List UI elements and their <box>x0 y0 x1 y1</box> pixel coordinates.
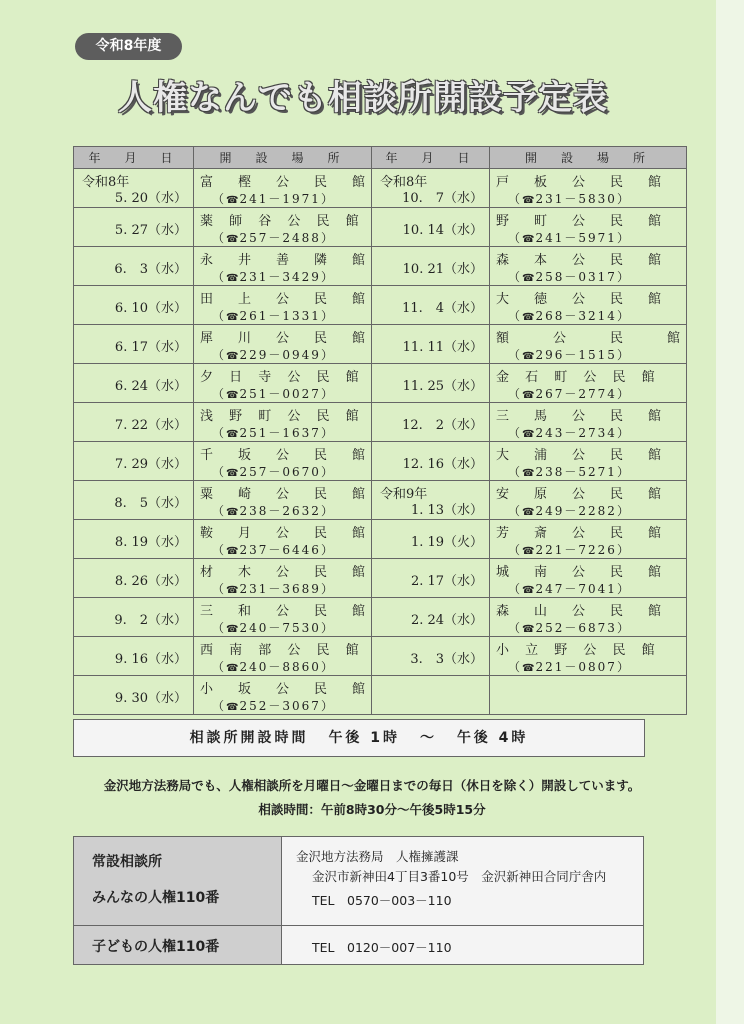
venue-cell <box>194 637 372 676</box>
schedule-row <box>74 598 687 637</box>
venue-cell <box>490 286 687 325</box>
phone-icon: ☎ <box>522 429 535 440</box>
schedule-row <box>74 403 687 442</box>
venue-phone: （☎252－6873） <box>508 621 631 635</box>
venue-cell <box>194 364 372 403</box>
venue-phone: （☎240－7530） <box>212 621 335 635</box>
venue-name: 夕 日 寺 公 民 館 <box>200 370 365 385</box>
date-cell <box>372 481 490 520</box>
phone-icon: ☎ <box>226 312 239 323</box>
venue-cell <box>490 169 687 208</box>
venue-header: 開 設 場 所 <box>194 147 372 169</box>
phone-number: 296－1515 <box>535 348 617 362</box>
phone-number: 240－7530 <box>239 621 321 635</box>
phone-number: 221－7226 <box>535 543 617 557</box>
phone-number: 258－0317 <box>535 270 617 284</box>
venue-cell <box>490 247 687 286</box>
date-cell <box>74 208 194 247</box>
phone-icon: ☎ <box>226 390 239 401</box>
schedule-row <box>74 208 687 247</box>
phone-number: 257－0670 <box>239 465 321 479</box>
venue-name: 金 石 町 公 民 館 <box>496 370 661 385</box>
date-text: 8. 26（水） <box>114 574 187 589</box>
venue-name: 小 立 野 公 民 館 <box>496 643 661 658</box>
venue-name: 田 上 公 民 館 <box>200 292 372 307</box>
phone-number: 231－5830 <box>535 192 617 206</box>
phone-number: 238－2632 <box>239 504 321 518</box>
date-cell <box>74 286 194 325</box>
venue-phone: （☎251－1637） <box>212 426 335 440</box>
date-cell <box>74 637 194 676</box>
venue-phone: （☎267－2774） <box>508 387 631 401</box>
venue-cell <box>490 559 687 598</box>
era-label: 令和9年 <box>380 487 428 502</box>
phone-number: 249－2282 <box>535 504 617 518</box>
venue-name: 森 山 公 民 館 <box>496 604 668 619</box>
date-text: 1. 13（水） <box>410 503 484 518</box>
phone-icon: ☎ <box>226 507 239 518</box>
venue-name: 安 原 公 民 館 <box>496 487 668 502</box>
schedule-row <box>74 325 687 364</box>
venue-phone: （☎296－1515） <box>508 348 631 362</box>
date-cell <box>372 169 490 208</box>
venue-name: 粟 崎 公 民 館 <box>200 487 372 502</box>
venue-name: 森 本 公 民 館 <box>496 253 668 268</box>
date-text: 2. 17（水） <box>410 574 484 589</box>
date-text: 6. 24（水） <box>114 379 187 394</box>
schedule-row <box>74 169 687 208</box>
date-text: 3. 3（水） <box>410 652 484 667</box>
venue-header: 開 設 場 所 <box>490 147 687 169</box>
office-address: 金沢市新神田4丁目3番10号 金沢新神田合同庁舎内 <box>312 869 607 884</box>
venue-phone: （☎238－2632） <box>212 504 335 518</box>
date-text: 7. 29（水） <box>114 457 187 472</box>
schedule-row <box>74 442 687 481</box>
phone-icon: ☎ <box>522 624 535 635</box>
venue-cell <box>194 481 372 520</box>
venue-phone: （☎258－0317） <box>508 270 631 284</box>
hours-separator: ～ <box>419 730 437 746</box>
venue-phone: （☎241－5971） <box>508 231 631 245</box>
venue-phone: （☎247－7041） <box>508 582 631 596</box>
bureau-hours: 相談時間：午前8時30分～午後5時15分 <box>258 802 486 817</box>
phone-number: 252－6873 <box>535 621 617 635</box>
phone-number: 268－3214 <box>535 309 617 323</box>
phone-number: 229－0949 <box>239 348 321 362</box>
venue-cell <box>194 247 372 286</box>
date-text: 1. 19（火） <box>410 535 484 550</box>
date-text: 10. 14（水） <box>402 223 484 238</box>
phone-icon: ☎ <box>522 507 535 518</box>
schedule-row <box>74 286 687 325</box>
venue-phone: （☎241－1971） <box>212 192 335 206</box>
venue-name: 大 浦 公 民 館 <box>496 448 668 463</box>
phone-icon: ☎ <box>522 273 535 284</box>
venue-cell <box>490 403 687 442</box>
schedule-row <box>74 520 687 559</box>
venue-name: 野 町 公 民 館 <box>496 214 668 229</box>
venue-name: 薬 師 谷 公 民 館 <box>200 214 365 229</box>
phone-icon: ☎ <box>522 351 535 362</box>
phone-icon: ☎ <box>522 312 535 323</box>
date-text: 5. 20（水） <box>114 191 187 206</box>
phone-icon: ☎ <box>226 351 239 362</box>
phone-number: 238－5271 <box>535 465 617 479</box>
venue-name: 三 和 公 民 館 <box>200 604 372 619</box>
venue-phone: （☎261－1331） <box>212 309 335 323</box>
venue-cell <box>194 559 372 598</box>
venue-name: 千 坂 公 民 館 <box>200 448 372 463</box>
date-cell <box>372 325 490 364</box>
venue-cell <box>490 325 687 364</box>
date-cell <box>74 520 194 559</box>
date-cell <box>372 403 490 442</box>
venue-phone: （☎243－2734） <box>508 426 631 440</box>
venue-phone: （☎231－5830） <box>508 192 631 206</box>
permanent-info-cell <box>282 837 644 926</box>
venue-phone: （☎238－5271） <box>508 465 631 479</box>
phone-icon: ☎ <box>522 585 535 596</box>
date-cell <box>74 169 194 208</box>
venue-phone: （☎249－2282） <box>508 504 631 518</box>
phone-icon: ☎ <box>226 663 239 674</box>
phone-number: 231－3429 <box>239 270 321 284</box>
venue-name: 戸 板 公 民 館 <box>496 175 668 190</box>
date-text: 11. 4（水） <box>402 301 484 316</box>
phone-number: 241－5971 <box>535 231 617 245</box>
phone-icon: ☎ <box>226 468 239 479</box>
phone-number: 231－3689 <box>239 582 321 596</box>
phone-icon: ☎ <box>522 390 535 401</box>
permanent-office-label: 常設相談所 <box>92 854 162 870</box>
phone-number: 261－1331 <box>239 309 321 323</box>
date-text: 7. 22（水） <box>114 418 187 433</box>
date-cell <box>372 637 490 676</box>
era-label: 令和8年 <box>82 175 130 190</box>
venue-name: 浅 野 町 公 民 館 <box>200 409 365 424</box>
children-hotline-phone: TEL 0120－007－110 <box>312 940 452 955</box>
venue-phone: （☎237－6446） <box>212 543 335 557</box>
phone-icon: ☎ <box>226 195 239 206</box>
venue-name: 犀 川 公 民 館 <box>200 331 372 346</box>
venue-cell <box>490 598 687 637</box>
bureau-notice: 金沢地方法務局でも、人権相談所を月曜日～金曜日までの毎日（休日を除く）開設しています。 <box>103 778 641 793</box>
phone-number: 241－1971 <box>239 192 321 206</box>
schedule-header-row <box>74 147 687 169</box>
children-label-cell <box>74 926 282 965</box>
date-text: 11. 25（水） <box>402 379 484 394</box>
venue-phone: （☎221－0807） <box>508 660 631 674</box>
venue-cell <box>194 208 372 247</box>
phone-icon: ☎ <box>226 546 239 557</box>
date-text: 8. 19（水） <box>114 535 187 550</box>
hours-box <box>73 719 645 757</box>
phone-number: 247－7041 <box>535 582 617 596</box>
phone-icon: ☎ <box>226 624 239 635</box>
date-cell <box>372 364 490 403</box>
phone-number: 252－3067 <box>239 699 321 713</box>
date-cell <box>74 403 194 442</box>
phone-number: 251－1637 <box>239 426 321 440</box>
phone-icon: ☎ <box>226 702 239 713</box>
schedule-row <box>74 247 687 286</box>
phone-number: 257－2488 <box>239 231 321 245</box>
venue-phone: （☎252－3067） <box>212 699 335 713</box>
everyone-hotline-phone: TEL 0570－003－110 <box>312 893 452 908</box>
phone-number: 237－6446 <box>239 543 321 557</box>
date-cell <box>74 442 194 481</box>
date-text: 12. 2（水） <box>402 418 484 433</box>
venue-name: 永 井 善 隣 館 <box>200 253 372 268</box>
phone-number: 243－2734 <box>535 426 617 440</box>
phone-number: 251－0027 <box>239 387 321 401</box>
venue-cell <box>490 637 687 676</box>
venue-name: 大 徳 公 民 館 <box>496 292 668 307</box>
date-text: 9. 16（水） <box>114 652 187 667</box>
phone-icon: ☎ <box>226 234 239 245</box>
phone-icon: ☎ <box>522 234 535 245</box>
venue-phone: （☎221－7226） <box>508 543 631 557</box>
date-cell <box>372 286 490 325</box>
era-label: 令和8年 <box>380 175 428 190</box>
hours-end: 午後 4時 <box>456 730 529 746</box>
venue-phone: （☎257－0670） <box>212 465 335 479</box>
date-cell <box>74 481 194 520</box>
schedule-table <box>73 146 687 715</box>
date-text: 2. 24（水） <box>410 613 484 628</box>
date-cell <box>74 364 194 403</box>
date-cell <box>74 247 194 286</box>
venue-cell <box>194 520 372 559</box>
date-text: 6. 3（水） <box>114 262 187 277</box>
date-text: 8. 5（水） <box>114 496 187 511</box>
venue-cell <box>490 442 687 481</box>
date-cell <box>372 676 490 715</box>
venue-name: 富 樫 公 民 館 <box>200 175 372 190</box>
phone-icon: ☎ <box>522 195 535 206</box>
venue-cell <box>194 676 372 715</box>
children-info-cell <box>282 926 644 965</box>
date-text: 5. 27（水） <box>114 223 187 238</box>
phone-number: 240－8860 <box>239 660 321 674</box>
venue-cell <box>194 286 372 325</box>
date-cell <box>372 442 490 481</box>
date-cell <box>74 559 194 598</box>
venue-name: 城 南 公 民 館 <box>496 565 668 580</box>
phone-number: 267－2774 <box>535 387 617 401</box>
date-text: 9. 2（水） <box>114 613 187 628</box>
phone-icon: ☎ <box>522 468 535 479</box>
venue-name: 三 馬 公 民 館 <box>496 409 668 424</box>
date-cell <box>372 559 490 598</box>
venue-name: 小 坂 公 民 館 <box>200 682 372 697</box>
venue-cell <box>194 442 372 481</box>
phone-icon: ☎ <box>522 546 535 557</box>
venue-phone: （☎229－0949） <box>212 348 335 362</box>
venue-name: 芳 斎 公 民 館 <box>496 526 668 541</box>
everyone-hotline-label: みんなの人権110番 <box>92 890 220 906</box>
venue-cell <box>490 208 687 247</box>
date-text: 9. 30（水） <box>114 691 187 706</box>
venue-name: 西 南 部 公 民 館 <box>200 643 365 658</box>
venue-phone: （☎240－8860） <box>212 660 335 674</box>
venue-phone: （☎251－0027） <box>212 387 335 401</box>
date-text: 12. 16（水） <box>402 457 484 472</box>
venue-cell <box>194 403 372 442</box>
date-cell <box>74 676 194 715</box>
schedule-row <box>74 637 687 676</box>
phone-number: 221－0807 <box>535 660 617 674</box>
date-text: 6. 10（水） <box>114 301 187 316</box>
fiscal-year-badge: 令和8年度 <box>75 33 182 60</box>
schedule-row <box>74 481 687 520</box>
date-cell <box>372 520 490 559</box>
venue-phone: （☎268－3214） <box>508 309 631 323</box>
page-edge <box>716 0 744 1024</box>
hours-label: 相談所開設時間 <box>189 730 309 746</box>
date-header: 年 月 日 <box>74 147 194 169</box>
children-hotline-label: 子どもの人権110番 <box>92 939 220 955</box>
venue-cell <box>490 676 687 715</box>
hours-start: 午後 1時 <box>328 730 401 746</box>
page-title: 人権なんでも相談所開設予定表 <box>118 78 608 118</box>
permanent-office-table <box>73 836 644 965</box>
date-cell <box>372 208 490 247</box>
venue-cell <box>194 325 372 364</box>
venue-cell <box>490 481 687 520</box>
date-cell <box>74 325 194 364</box>
venue-cell <box>490 520 687 559</box>
date-cell <box>372 247 490 286</box>
phone-icon: ☎ <box>522 663 535 674</box>
venue-cell <box>194 598 372 637</box>
venue-cell <box>490 364 687 403</box>
venue-phone: （☎231－3429） <box>212 270 335 284</box>
phone-icon: ☎ <box>226 429 239 440</box>
date-cell <box>372 598 490 637</box>
venue-phone: （☎257－2488） <box>212 231 335 245</box>
phone-icon: ☎ <box>226 273 239 284</box>
date-text: 11. 11（水） <box>402 340 484 355</box>
venue-name: 材 木 公 民 館 <box>200 565 372 580</box>
venue-name: 鞍 月 公 民 館 <box>200 526 372 541</box>
schedule-row <box>74 676 687 715</box>
venue-cell <box>194 169 372 208</box>
schedule-row <box>74 559 687 598</box>
date-text: 10. 7（水） <box>402 191 484 206</box>
date-text: 6. 17（水） <box>114 340 187 355</box>
venue-name: 額 公 民 館 <box>496 331 687 346</box>
permanent-label-cell <box>74 837 282 926</box>
venue-phone: （☎231－3689） <box>212 582 335 596</box>
date-cell <box>74 598 194 637</box>
date-text: 10. 21（水） <box>402 262 484 277</box>
date-header: 年 月 日 <box>372 147 490 169</box>
schedule-row <box>74 364 687 403</box>
office-name: 金沢地方法務局 人権擁護課 <box>296 849 459 864</box>
phone-icon: ☎ <box>226 585 239 596</box>
